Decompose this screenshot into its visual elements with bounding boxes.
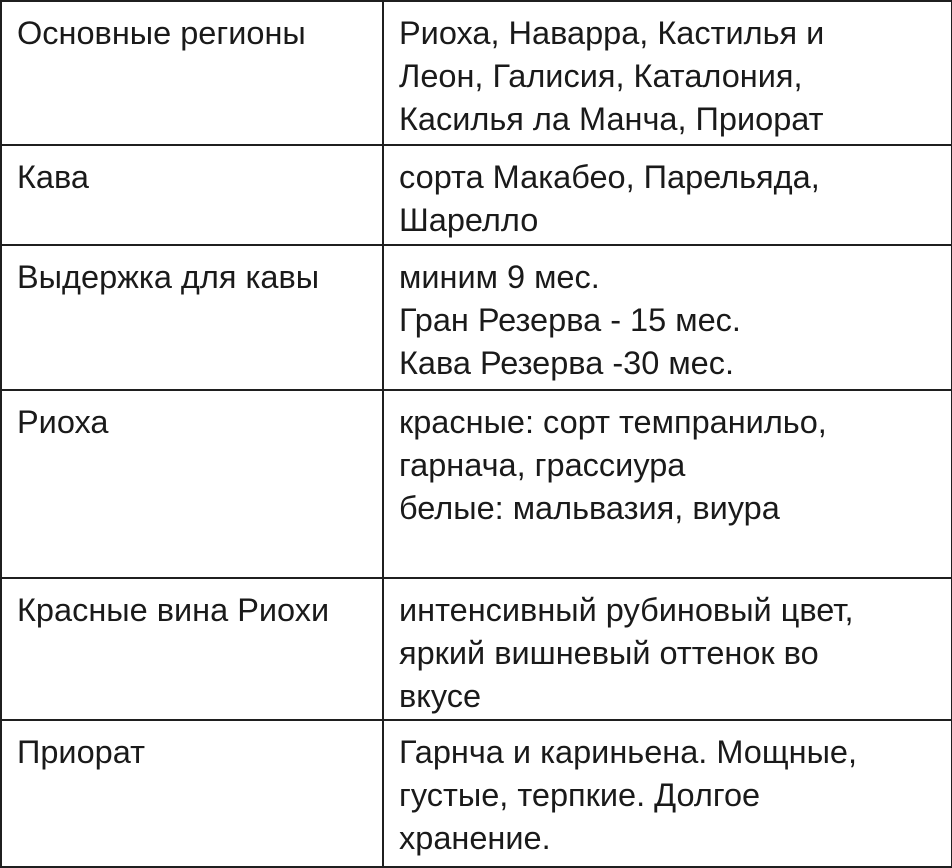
row-value: красные: сорт темпранильо, гарнача, грассиура белые: мальвазия, виура bbox=[383, 390, 952, 578]
row-value: интенсивный рубиновый цвет, яркий вишневый оттенок во вкусе bbox=[383, 578, 952, 720]
row-label: Приорат bbox=[1, 720, 383, 867]
table-row bbox=[1, 720, 952, 867]
table-row bbox=[1, 145, 952, 245]
row-value: Риоха, Наварра, Кастилья и Леон, Галисия, Каталония, Касилья ла Манча, Приорат bbox=[383, 1, 952, 145]
row-label: Красные вина Риохи bbox=[1, 578, 383, 720]
row-label: Основные регионы bbox=[1, 1, 383, 145]
table-row bbox=[1, 245, 952, 390]
row-label: Риоха bbox=[1, 390, 383, 578]
table-row bbox=[1, 1, 952, 145]
table-row bbox=[1, 578, 952, 720]
row-label: Кава bbox=[1, 145, 383, 245]
row-value: сорта Макабео, Парельяда, Шарелло bbox=[383, 145, 952, 245]
row-value: Гарнча и кариньена. Мощные, густые, терпкие. Долгое хранение. bbox=[383, 720, 952, 867]
table-row bbox=[1, 390, 952, 578]
row-label: Выдержка для кавы bbox=[1, 245, 383, 390]
row-value: миним 9 мес. Гран Резерва - 15 мес. Кава Резерва -30 мес. bbox=[383, 245, 952, 390]
